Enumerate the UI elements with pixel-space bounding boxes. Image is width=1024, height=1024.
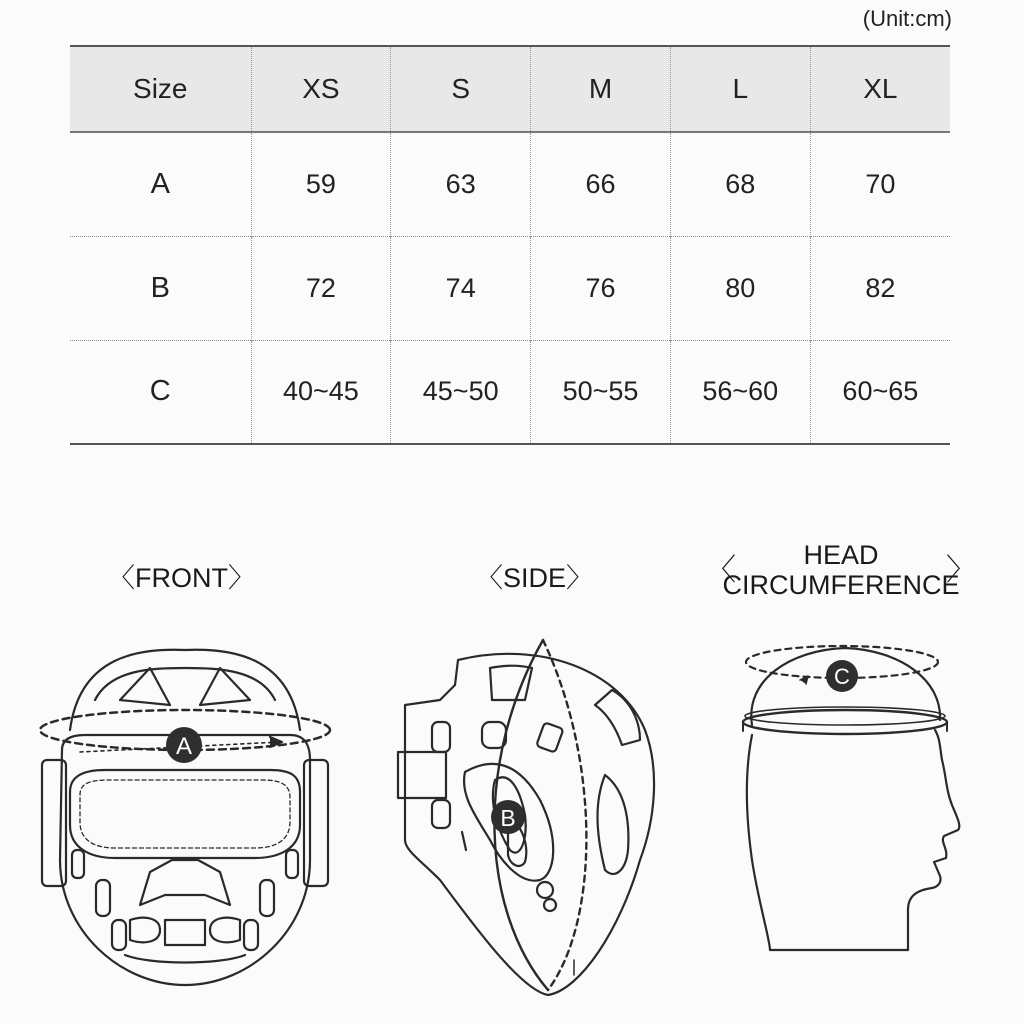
cell-a-xs: 59	[251, 132, 391, 236]
table-header-row	[70, 46, 950, 132]
head-label-line2: CIRCUMFERENCE	[722, 570, 960, 600]
measurement-line-b	[543, 640, 586, 990]
header-xs: XS	[251, 46, 391, 132]
header-xl: XL	[863, 73, 898, 104]
row-label-c: C	[70, 340, 251, 444]
cell-a-m: 66	[531, 132, 671, 236]
header-size: Size	[70, 46, 251, 132]
header-m: M	[531, 46, 671, 132]
cell-b-m: 76	[531, 236, 671, 340]
cell-b-xl: 82	[865, 272, 896, 303]
cell-c-m: 50~55	[531, 340, 671, 444]
cell-c-s: 45~50	[391, 340, 531, 444]
side-view-label: 〈SIDE〉	[476, 563, 594, 593]
unit-label: (Unit:cm)	[862, 6, 952, 31]
cell-a-xl: 70	[865, 168, 896, 199]
marker-c	[826, 660, 858, 692]
cell-c-xs: 40~45	[251, 340, 391, 444]
table-row	[70, 236, 950, 340]
marker-c-label: C	[834, 664, 850, 689]
head-profile-illustration	[743, 648, 959, 950]
cell-a-s: 63	[391, 132, 531, 236]
marker-b-label: B	[500, 805, 516, 831]
head-label-line1: HEAD	[803, 540, 879, 570]
side-helmet-illustration	[398, 654, 654, 995]
header-s: S	[391, 46, 531, 132]
close-bracket: 〉	[946, 554, 976, 587]
front-view-label: 〈FRONT〉	[108, 563, 255, 593]
open-bracket: 〈	[706, 554, 736, 587]
cell-c-xl: 60~65	[842, 376, 919, 407]
row-label-b: B	[70, 236, 251, 340]
header-l: L	[670, 46, 810, 132]
marker-a	[166, 727, 202, 763]
cell-b-xs: 72	[251, 236, 391, 340]
cell-b-l: 80	[670, 236, 810, 340]
cell-b-s: 74	[391, 236, 531, 340]
helmet-diagrams	[0, 610, 1024, 1024]
head-circumference-label	[706, 540, 976, 600]
cell-a-l: 68	[670, 132, 810, 236]
table-row	[70, 132, 950, 236]
cell-c-l: 56~60	[670, 340, 810, 444]
front-helmet-illustration	[42, 650, 328, 985]
marker-b	[491, 800, 525, 834]
row-label-a: A	[70, 132, 251, 236]
marker-a-label: A	[175, 733, 193, 760]
size-chart-table	[70, 45, 950, 445]
table-row	[70, 340, 950, 444]
